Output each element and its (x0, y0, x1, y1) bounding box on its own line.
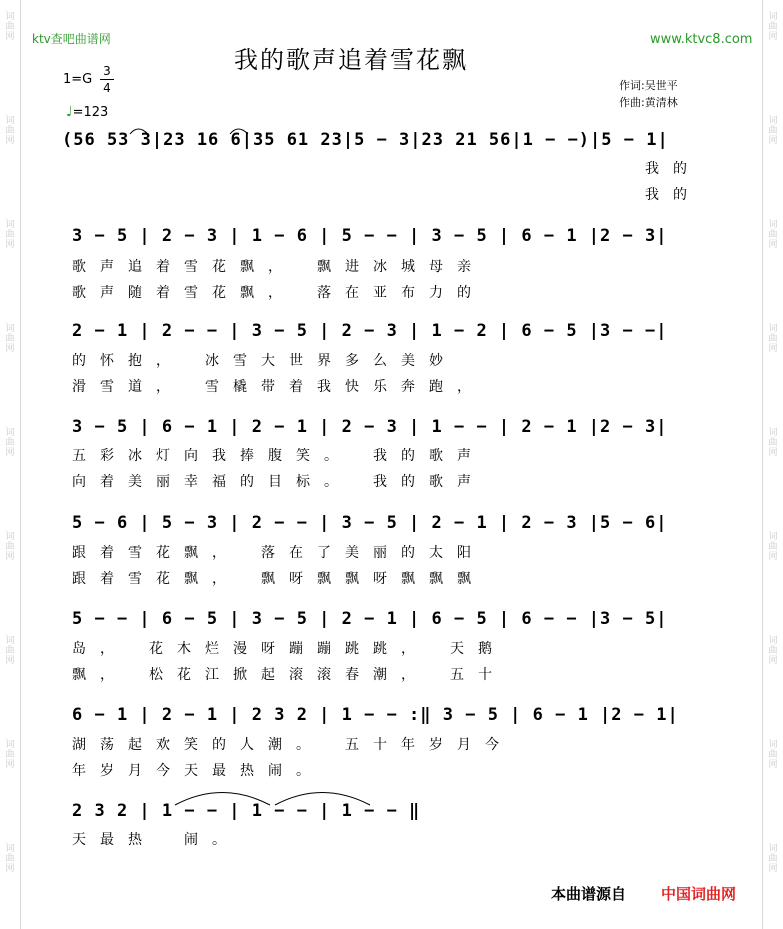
source-site-link[interactable]: 中国词曲网 (661, 885, 737, 903)
lyricist-credit: 作词:吴世平 (619, 79, 678, 92)
lyrics-row-3-verse-2: 滑雪道， 雪橇带着我快乐奔跑， (72, 379, 485, 395)
quarter-note-icon: ♩ (66, 104, 73, 120)
lyrics-row-7-verse-1: 湖荡起欢笑的人潮。 五十年岁月今 (72, 737, 513, 753)
time-signature-bottom: 4 (103, 81, 111, 95)
lyrics-row-2-verse-2: 歌声随着雪花飘， 落在亚布力的 (72, 285, 485, 301)
watermark-mark: 词 曲 网 (768, 324, 778, 354)
lyrics-row-6-verse-1: 岛， 花木烂漫呀蹦蹦跳跳， 天鹅 (72, 641, 506, 657)
intro-tie-arc-1 (130, 129, 148, 134)
tie-arc-1 (175, 793, 270, 806)
watermark-mark: 词 曲 网 (768, 740, 778, 770)
watermark-mark: 词 曲 网 (5, 636, 15, 666)
lyrics-row-7-verse-2: 年岁月今天最热闹。 (72, 763, 324, 779)
watermark-mark: 词 曲 网 (768, 532, 778, 562)
notes-row-4: 3 − 5 | 6 − 1 | 2 − 1 | 2 − 3 | 1 − − | 2 − 1 |2 − 3| (72, 417, 668, 437)
notes-row-2: 3 − 5 | 2 − 3 | 1 − 6 | 5 − − | 3 − 5 | 6 − 1 |2 − 3| (72, 226, 668, 246)
lyrics-row-5-verse-1: 跟着雪花飘， 落在了美丽的太阳 (72, 545, 485, 561)
composer-credit: 作曲:黄清林 (619, 96, 678, 109)
watermark-mark: 词 曲 网 (5, 844, 15, 874)
notes-row-6: 5 − − | 6 − 5 | 3 − 5 | 2 − 1 | 6 − 5 | 6 − − |3 − 5| (72, 609, 668, 629)
watermark-mark: 词 曲 网 (5, 428, 15, 458)
song-title: 我的歌声追着雪花飘 (234, 46, 468, 74)
site-url-right[interactable]: www.ktvc8.com (650, 32, 753, 47)
lyrics-row-4-verse-2: 向着美丽幸福的目标。 我的歌声 (72, 474, 485, 490)
source-label: 本曲谱源自 (551, 885, 627, 903)
watermark-mark: 词 曲 网 (768, 116, 778, 146)
notes-row-5: 5 − 6 | 5 − 3 | 2 − − | 3 − 5 | 2 − 1 | 2 − 3 |5 − 6| (72, 513, 668, 533)
notes-row-8: 2 3 2 | 1 − − | 1 − − | 1 − − ‖ (72, 801, 421, 821)
watermark-mark: 词 曲 网 (768, 220, 778, 250)
intro-tie-arc-2 (230, 129, 248, 134)
lyrics-row-1-verse-1: 我的 (645, 161, 701, 177)
time-signature-top: 3 (103, 64, 111, 78)
watermark-mark: 词 曲 网 (5, 12, 15, 42)
lyrics-row-6-verse-2: 飘， 松花江掀起滚滚春潮， 五十 (72, 667, 506, 683)
watermark-mark: 词 曲 网 (768, 12, 778, 42)
time-signature-bar (100, 79, 114, 80)
lyrics-row-5-verse-2: 跟着雪花飘， 飘呀飘飘呀飘飘飘 (72, 571, 485, 587)
watermark-mark: 词 曲 网 (768, 844, 778, 874)
lyrics-row-3-verse-1: 的怀抱， 冰雪大世界多么美妙 (72, 353, 457, 369)
watermark-mark: 词 曲 网 (5, 532, 15, 562)
lyrics-row-1-verse-2: 我的 (645, 187, 701, 203)
notes-row-1: (56 53 3|23 16 6|35 61 23|5 − 3|23 21 56|1 − −)|5 − 1| (62, 130, 669, 150)
watermark-mark: 词 曲 网 (5, 740, 15, 770)
time-signature (100, 64, 114, 95)
notes-row-3: 2 − 1 | 2 − − | 3 − 5 | 2 − 3 | 1 − 2 | 6 − 5 |3 − −| (72, 321, 668, 341)
lyrics-row-8-verse-1: 天最热 闹。 (72, 832, 240, 848)
watermark-mark: 词 曲 网 (768, 636, 778, 666)
tie-arc-2 (275, 793, 370, 806)
watermark-mark: 词 曲 网 (5, 116, 15, 146)
intro-tie-arcs (128, 122, 258, 138)
lyrics-row-2-verse-1: 歌声追着雪花飘， 飘进冰城母亲 (72, 259, 485, 275)
watermark-mark: 词 曲 网 (5, 220, 15, 250)
site-name-left[interactable]: ktv查吧曲谱网 (32, 32, 111, 46)
watermark-mark: 词 曲 网 (768, 428, 778, 458)
watermark-mark: 词 曲 网 (5, 324, 15, 354)
tempo-value: =123 (72, 105, 109, 120)
lyrics-row-4-verse-1: 五彩冰灯向我捧腹笑。 我的歌声 (72, 448, 485, 464)
notes-row-7: 6 − 1 | 2 − 1 | 2 3 2 | 1 − − :‖ 3 − 5 | 6 − 1 |2 − 1| (72, 705, 679, 725)
tempo-marking (66, 104, 108, 120)
key-signature: 1=G (63, 72, 93, 87)
tie-arcs (170, 780, 380, 810)
